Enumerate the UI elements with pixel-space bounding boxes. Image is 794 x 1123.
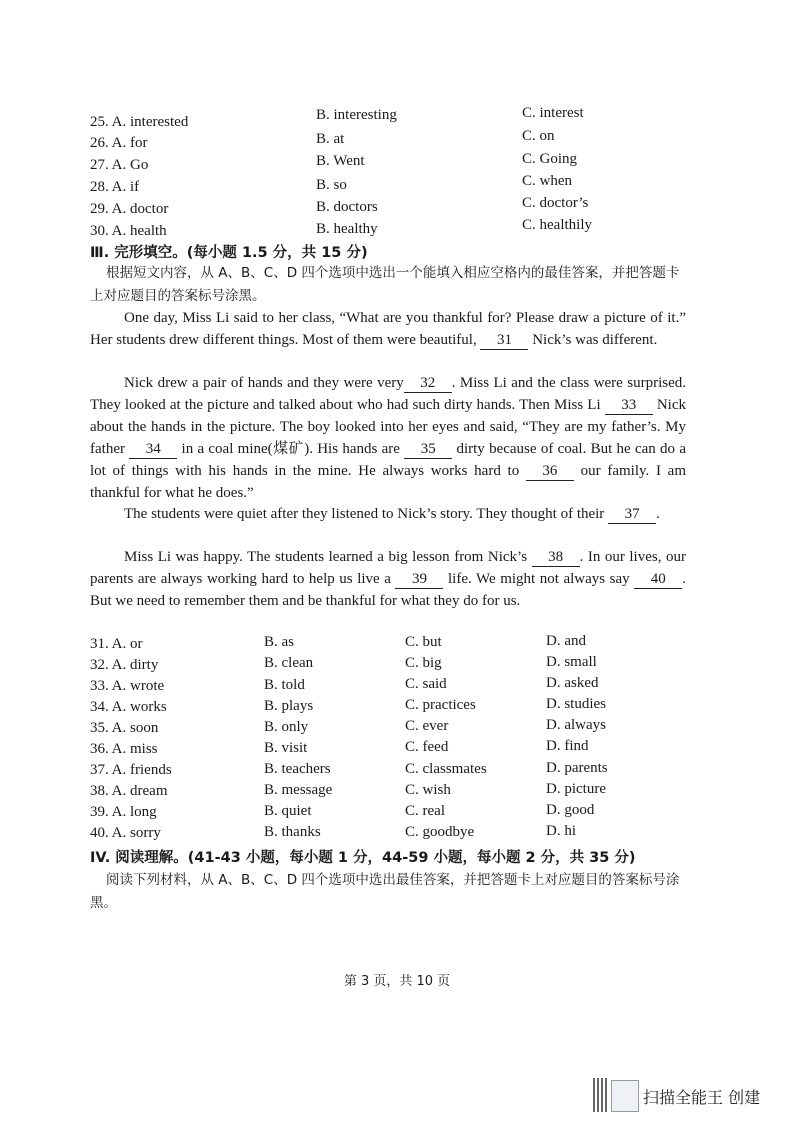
option-b: B. Went (316, 153, 365, 169)
blank-33: 33 (605, 397, 653, 415)
option-d: D. always (546, 717, 606, 733)
blank-36: 36 (526, 463, 574, 481)
scanner-logo-icon (611, 1080, 639, 1112)
passage-paragraph-4: Miss Li was happy. The students learned a big lesson from Nick’s 38 . In our lives, our parents are always working hard to help us live a 39 life. We might not always say 40 . But we need to remember them and be thankful for what they do for us. (90, 549, 686, 609)
option-a: 29. A. doctor (90, 201, 169, 217)
option-d: D. small (546, 654, 597, 670)
page-number: 第 3 页，共 10 页 (343, 974, 451, 989)
option-b: B. teachers (264, 761, 331, 777)
option-a: 37. A. friends (90, 762, 172, 778)
section-4-instruction: 阅读下列材料，从 A、B、C、D 四个选项中选出最佳答案，并把答题卡上对应题目的答案标号涂黑。 (90, 872, 680, 911)
option-row-31 (0, 633, 794, 658)
option-d: D. good (546, 802, 595, 818)
option-a: 36. A. miss (90, 741, 158, 757)
option-c: C. real (405, 803, 445, 819)
option-a: 32. A. dirty (90, 657, 159, 673)
blank-35: 35 (404, 441, 452, 459)
option-a: 39. A. long (90, 804, 157, 820)
option-a: 38. A. dream (90, 783, 168, 799)
option-row-36 (0, 738, 794, 763)
scanner-watermark (593, 1078, 765, 1112)
option-c: C. doctor’s (522, 195, 589, 211)
option-c: C. wish (405, 782, 451, 798)
option-c: C. on (522, 128, 555, 144)
option-d: D. parents (546, 760, 608, 776)
option-row-38 (0, 783, 794, 805)
passage-paragraph-1: One day, Miss Li said to her class, “What are you thankful for? Please draw a picture of it.” Her students drew different things. Most of them were beautiful, 31 Nick’s was different. (90, 310, 686, 348)
option-row-37 (0, 762, 794, 784)
option-c: C. classmates (405, 761, 487, 777)
blank-39: 39 (395, 571, 443, 589)
option-row-25 (0, 105, 794, 135)
option-b: B. plays (264, 698, 314, 714)
option-c: C. Going (522, 151, 578, 167)
option-row-29 (0, 195, 794, 223)
option-b: B. interesting (316, 107, 397, 123)
option-row-35 (0, 717, 794, 742)
option-b: B. quiet (264, 803, 312, 819)
option-row-34 (0, 696, 794, 721)
option-d: D. and (546, 633, 586, 649)
option-c: C. interest (522, 105, 584, 121)
option-b: B. clean (264, 655, 314, 671)
option-c: C. ever (405, 718, 449, 734)
option-c: C. healthily (522, 217, 592, 233)
option-row-33 (0, 675, 794, 700)
option-b: B. only (264, 719, 309, 735)
option-a: 25. A. interested (90, 114, 189, 130)
option-d: D. studies (546, 696, 606, 712)
option-a: 27. A. Go (90, 157, 149, 173)
option-row-32 (0, 654, 794, 679)
option-c: C. when (522, 173, 572, 189)
blank-32: 32 (404, 375, 452, 393)
passage-paragraph-3: The students were quiet after they listened to Nick’s story. They thought of their 37 . (124, 506, 660, 522)
option-row-28 (0, 173, 794, 201)
option-c: C. but (405, 634, 442, 650)
option-b: B. message (264, 782, 333, 798)
option-c: C. feed (405, 739, 449, 755)
option-b: B. as (264, 634, 294, 650)
option-d: D. asked (546, 675, 599, 691)
option-c: C. said (405, 676, 447, 692)
option-row-26 (0, 128, 794, 157)
option-d: D. hi (546, 823, 576, 839)
section-4-heading: IV. 阅读理解。(41-43 小题，每小题 1 分，44-59 小题，每小题 2 分，共 35 分) (90, 850, 636, 866)
option-c: C. big (405, 655, 442, 671)
option-a: 33. A. wrote (90, 678, 165, 694)
option-b: B. told (264, 677, 305, 693)
option-row-27 (0, 151, 794, 179)
blank-31: 31 (480, 332, 528, 350)
passage-paragraph-2: Nick drew a pair of hands and they were very 32 . Miss Li and the class were surprised. They looked at the picture and talked about who had such dirty hands. Then Miss Li 33 Nick about the hands in the picture. The boy looked into her eyes and said, “They are my father’s. My father 34 in a coal mine(煤矿). His hands are 35 dirty because of coal. But he can do a lot of things with his hands in the mine. He always works hard to 36 our family. I am thankful for what he does.” (90, 375, 686, 501)
qr-code-icon (593, 1078, 609, 1112)
option-a: 40. A. sorry (90, 825, 161, 841)
option-d: D. picture (546, 781, 606, 797)
option-d: D. find (546, 738, 589, 754)
option-a: 31. A. or (90, 636, 143, 652)
blank-38: 38 (532, 549, 580, 567)
option-a: 34. A. works (90, 699, 167, 715)
option-b: B. doctors (316, 199, 378, 215)
watermark-text: 扫描全能王 创建 (643, 1088, 761, 1107)
section-3-instruction: 根据短文内容，从 A、B、C、D 四个选项中选出一个能填入相应空格内的最佳答案，并把答题卡上对应题目的答案标号涂黑。 (90, 265, 680, 304)
blank-40: 40 (634, 571, 682, 589)
option-b: B. at (316, 131, 345, 147)
section-3-heading: Ⅲ. 完形填空。(每小题 1.5 分，共 15 分) (90, 245, 368, 261)
option-a: 30. A. health (90, 223, 167, 239)
option-b: B. thanks (264, 824, 321, 840)
option-a: 26. A. for (90, 135, 148, 151)
blank-37: 37 (608, 506, 656, 524)
option-row-40 (0, 825, 794, 847)
option-b: B. so (316, 177, 347, 193)
option-b: B. visit (264, 740, 308, 756)
option-a: 28. A. if (90, 179, 140, 195)
option-c: C. goodbye (405, 824, 475, 840)
option-b: B. healthy (316, 221, 378, 237)
option-c: C. practices (405, 697, 476, 713)
blank-34: 34 (129, 441, 177, 459)
option-a: 35. A. soon (90, 720, 159, 736)
option-row-39 (0, 804, 794, 826)
